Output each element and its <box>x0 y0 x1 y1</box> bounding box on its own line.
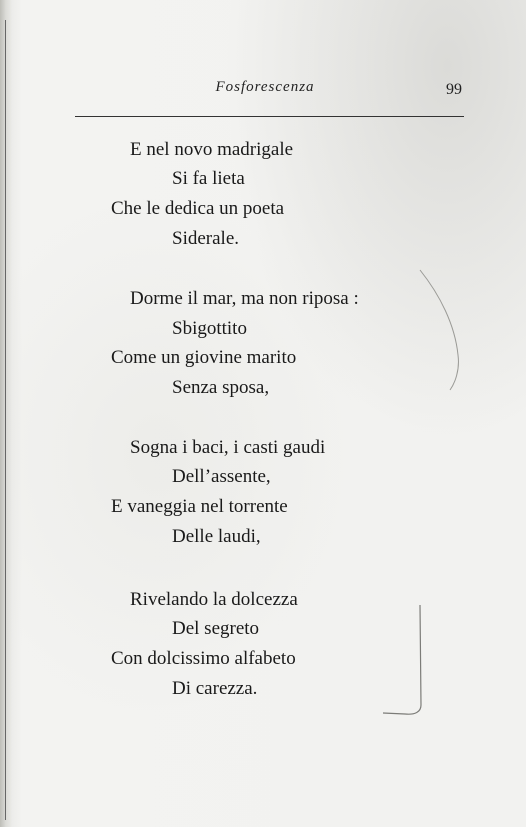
page-number: 99 <box>446 81 462 98</box>
binding-edge-line <box>5 20 6 820</box>
stanza-2-line-1: Dorme il mar, ma non riposa : <box>130 288 359 309</box>
page-binding-shadow <box>0 0 12 827</box>
stanza-4-line-4: Di carezza. <box>172 678 258 699</box>
stanza-4-line-2: Del segreto <box>172 618 260 639</box>
stanza-4-line-3: Con dolcissimo alfabeto <box>111 648 296 669</box>
stanza-3-line-4: Delle laudi, <box>172 526 261 547</box>
stanza-2-line-3: Come un giovine marito <box>111 347 297 368</box>
stanza-1-line-2: Si fa lieta <box>172 168 245 189</box>
stanza-1-line-4: Siderale. <box>172 228 240 249</box>
stanza-2-line-2: Sbigottito <box>172 318 247 339</box>
stanza-3-line-1: Sogna i baci, i casti gaudi <box>130 437 326 458</box>
stanza-3-line-2: Dell’assente, <box>172 466 271 487</box>
stanza-3-line-3: E vaneggia nel torrente <box>111 496 288 517</box>
running-header-title: Fosforescenza <box>215 79 315 95</box>
pencil-margin-mark <box>400 265 470 395</box>
stanza-2-line-4: Senza sposa, <box>172 377 270 398</box>
stanza-1-line-1: E nel novo madrigale <box>130 139 294 160</box>
stanza-1-line-3: Che le dedica un poeta <box>111 198 285 219</box>
header-rule <box>75 116 464 117</box>
stanza-4-line-1: Rivelando la dolcezza <box>130 589 298 610</box>
pencil-bracket-mark <box>375 600 435 725</box>
